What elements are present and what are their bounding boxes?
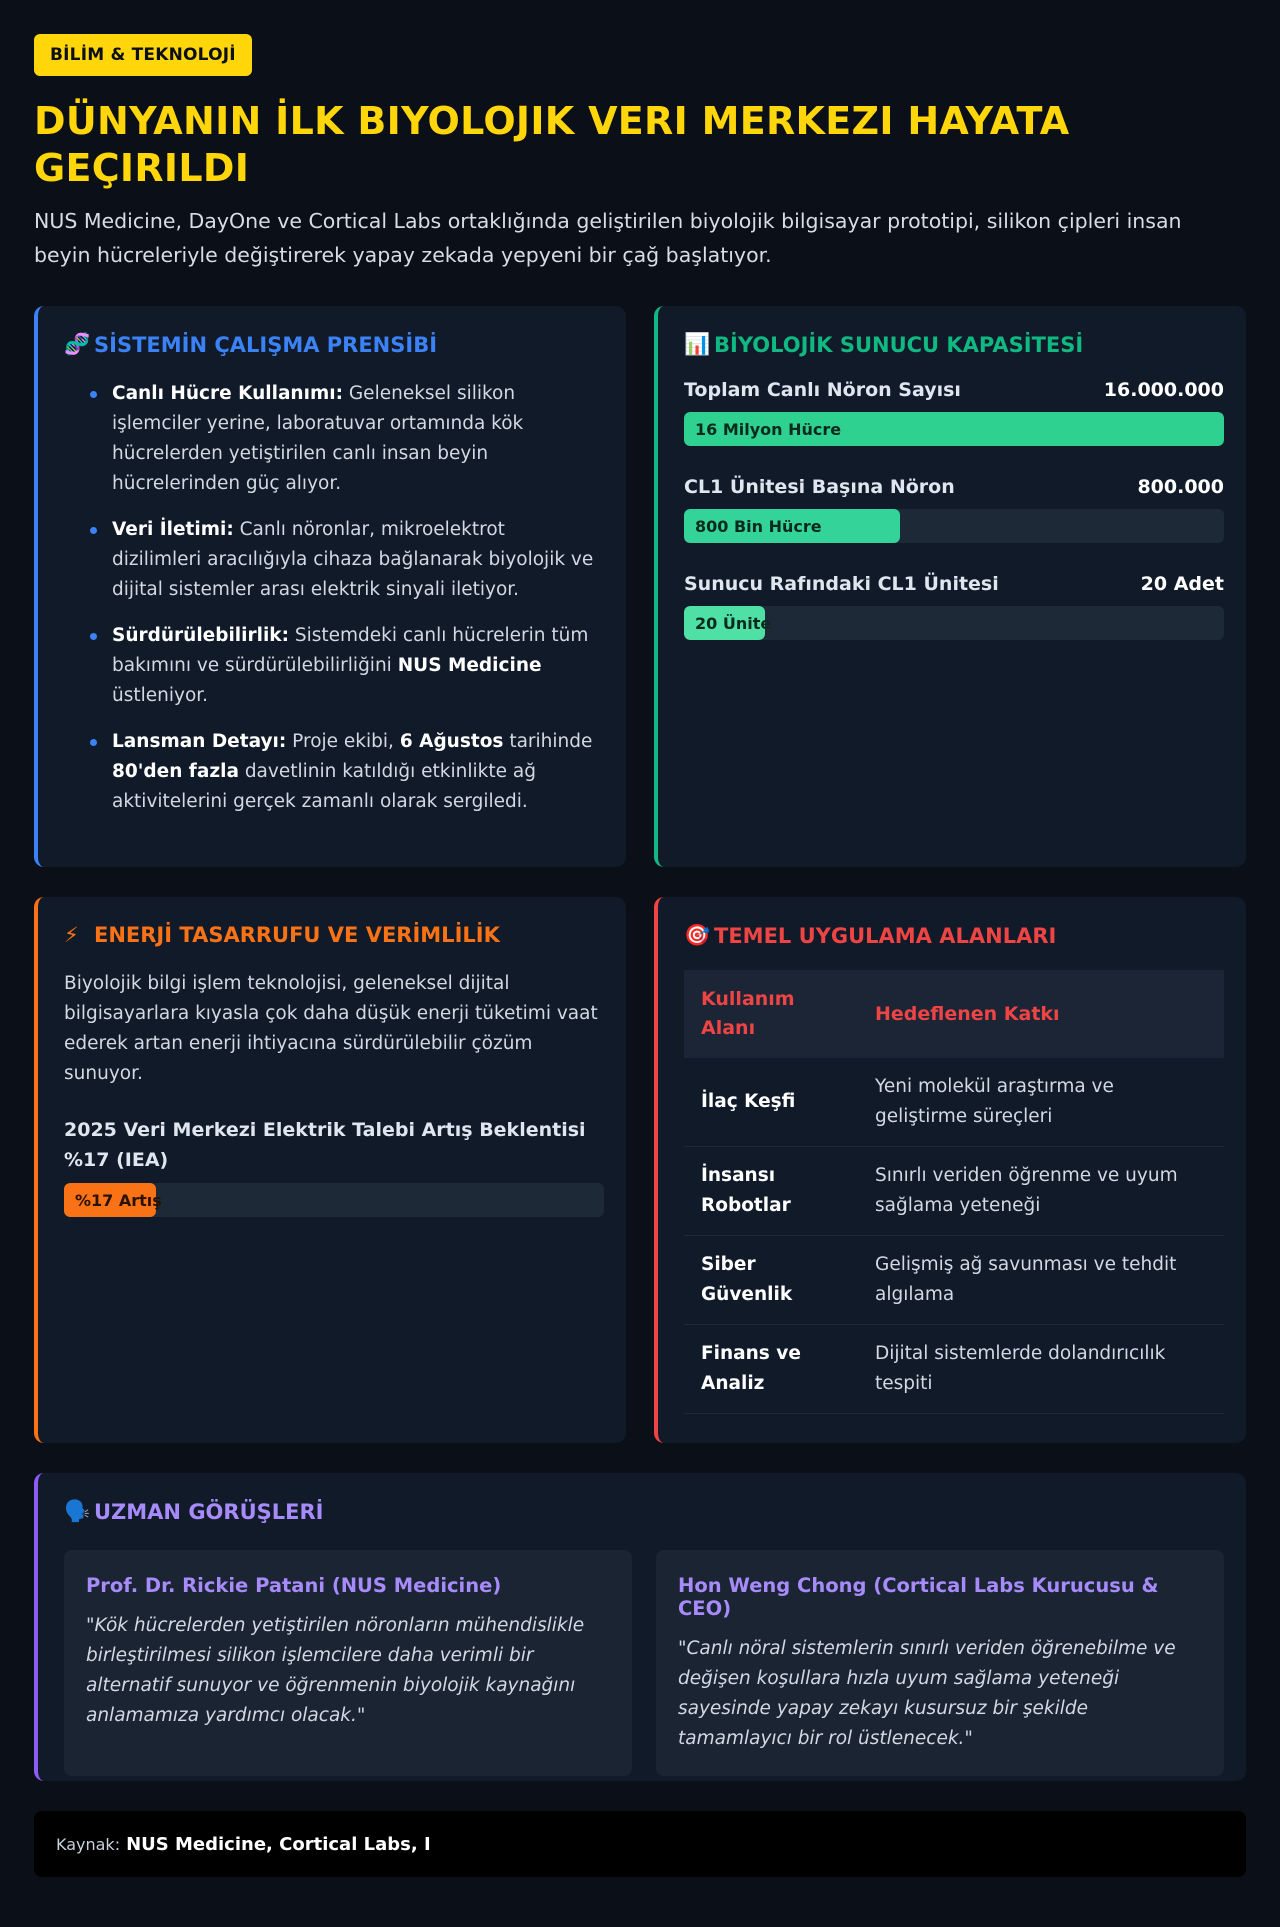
table-row: İlaç Keşfi Yeni molekül araştırma ve geliştirme süreçleri (684, 1058, 1224, 1147)
dna-icon: 🧬 (64, 332, 91, 356)
progress-fill: %17 Artış (64, 1183, 156, 1217)
metric-total-neurons: Toplam Canlı Nöron Sayısı 16.000.000 16 Milyon Hücre (684, 379, 1224, 446)
page-title: DÜNYANIN İLK BIYOLOJIK VERI MERKEZI HAYATA GEÇIRILDI (34, 99, 1070, 190)
experts-title: 🗣️ UZMAN GÖRÜŞLERİ (64, 1499, 324, 1524)
list-item: Canlı Hücre Kullanımı: Geleneksel silikon işlemciler yerine, laboratuvar ortamında kök hücrelerden yetiştirilen canlı insan beyin hücrelerinden güç alıyor. (112, 379, 604, 499)
column-header: Hedeflenen Katkı (858, 970, 1224, 1058)
table-row: Siber Güvenlik Gelişmiş ağ savunması ve tehdit algılama (684, 1236, 1224, 1325)
energy-text: Biyolojik bilgi işlem teknolojisi, geleneksel dijital bilgisayarlara kıyasla çok daha düşük enerji tüketimi vaat ederek artan enerji ihtiyacına sürdürülebilir çözüm sunuyor. (64, 973, 598, 1084)
row-1 (34, 306, 1246, 867)
expert-quote: Prof. Dr. Rickie Patani (NUS Medicine) "Kök hücrelerden yetiştirilen nöronların mühendislikle birleştirilmesi silikon işlemcilere daha verimli bir alternatif sunuyor ve öğrenmenin biyolojik kaynağını anlamamıza yardımcı olacak." (64, 1550, 632, 1776)
progress-fill: 16 Milyon Hücre (684, 412, 1224, 446)
experts-card (34, 1473, 1246, 1781)
progress-bar (684, 412, 1224, 446)
category-tag: BİLİM & TEKNOLOJİ (34, 34, 252, 76)
list-item: Lansman Detayı: Proje ekibi, 6 Ağustos tarihinde 80'den fazla davetlinin katıldığı etkinlikte ağ aktivitelerini gerçek zamanlı olarak sergiledi. (112, 727, 604, 817)
table-row: Finans ve Analiz Dijital sistemlerde dolandırıcılık tespiti (684, 1325, 1224, 1414)
capacity-card (654, 306, 1246, 867)
principles-title: 🧬 SİSTEMİN ÇALIŞMA PRENSİBİ (64, 332, 438, 357)
progress-fill: 20 Ünite (684, 606, 765, 640)
column-header: Kullanım Alanı (684, 970, 858, 1058)
capacity-title: 📊 BİYOLOJİK SUNUCU KAPASİTESİ (684, 332, 1084, 357)
principles-card (34, 306, 626, 867)
list-item: Veri İletimi: Canlı nöronlar, mikroelektrot dizilimleri aracılığıyla cihaza bağlanarak biyolojik ve dijital sistemler arası elektrik sinyali iletiyor. (112, 515, 604, 605)
principles-list (64, 379, 604, 817)
source-footer: Kaynak: NUS Medicine, Cortical Labs, I (34, 1811, 1246, 1877)
expert-quote: Hon Weng Chong (Cortical Labs Kurucusu & CEO) "Canlı nöral sistemlerin sınırlı veriden öğrenebilme ve değişen koşullara hızla uyum sağlama yeteneği sayesinde yapay zekayı kusursuz bir şekilde tamamlayıcı bir rol üstlenecek." (656, 1550, 1224, 1776)
energy-title: ⚡ ENERJİ TASARRUFU VE VERİMLİLİK (64, 923, 500, 947)
energy-card (34, 897, 626, 1443)
progress-fill: 800 Bin Hücre (684, 509, 900, 543)
applications-title: 🎯 TEMEL UYGULAMA ALANLARI (684, 923, 1057, 948)
speaking-head-icon: 🗣️ (64, 1499, 91, 1523)
target-icon: 🎯 (684, 923, 711, 947)
progress-bar (684, 509, 1224, 543)
quotes (64, 1550, 1224, 1776)
applications-table (684, 970, 1224, 1414)
progress-bar (64, 1183, 604, 1217)
table-row: İnsansı Robotlar Sınırlı veriden öğrenme ve uyum sağlama yeteneği (684, 1147, 1224, 1236)
metric-per-unit: CL1 Ünitesi Başına Nöron 800.000 800 Bin Hücre (684, 476, 1224, 543)
applications-card (654, 897, 1246, 1443)
energy-metric-label: 2025 Veri Merkezi Elektrik Talebi Artış Beklentisi %17 (IEA) (64, 1119, 586, 1171)
list-item: Sürdürülebilirlik: Sistemdeki canlı hücrelerin tüm bakımını ve sürdürülebilirliğini NUS Medicine üstleniyor. (112, 621, 604, 711)
metric-units: Sunucu Rafındaki CL1 Ünitesi 20 Adet 20 Ünite (684, 573, 1224, 640)
bar-chart-icon: 📊 (684, 332, 711, 356)
lightning-icon: ⚡ (64, 923, 79, 947)
progress-bar (684, 606, 1224, 640)
row-2 (34, 897, 1246, 1443)
page-lede: NUS Medicine, DayOne ve Cortical Labs ortaklığında geliştirilen biyolojik bilgisayar prototipi, silikon çipleri insan beyin hücreleriyle değiştirerek yapay zekada yepyeni bir çağ başlatıyor. (34, 209, 1182, 267)
